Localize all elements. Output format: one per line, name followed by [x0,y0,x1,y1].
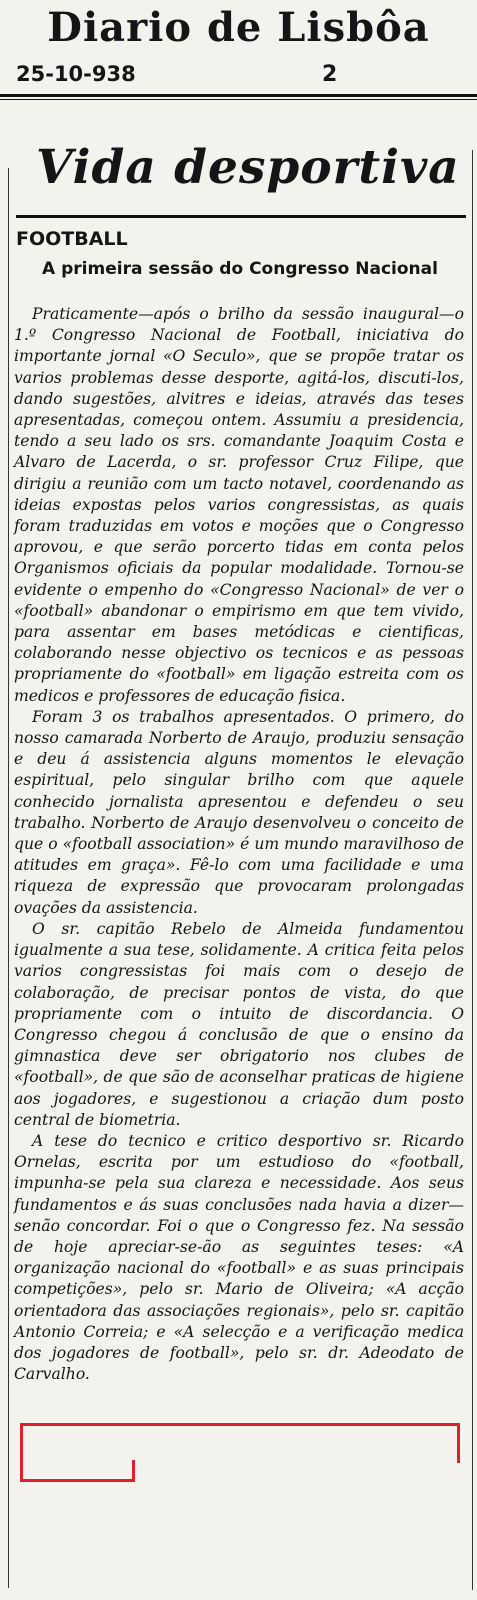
masthead-rule [0,94,477,97]
masthead-rule-thin [0,99,477,100]
section-title-rule [16,215,466,218]
article-paragraph: Foram 3 os trabalhos apresentados. O primero, do nosso camarada Norberto de Araujo, produziu sensação e deu á assistencia alguns momentos le elevação espiritual, pelo singular brilho com que aquele conhecido jornalista apresentou e defendeu o seu trabalho. Norberto de Araujo desenvolveu o conceito de que o «football association» é um mundo maravilhoso de atitudes em graça». Fê-lo com uma facilidade e uma riqueza de expressão que provocaram prolongadas ovações da assistencia. [14,707,464,917]
newspaper-masthead: Diario de Lisbôa [47,4,430,51]
column-left-rule [8,168,9,1588]
page-number: 2 [322,62,338,87]
article-paragraph: Praticamente—após o brilho da sessão inaugural—o 1.º Congresso Nacional de Football, iniciativa do importante jornal «O Seculo», que se propõe tratar os varios problemas desse desporte, agitá-los, discuti-los, dando sugestões, alvitres e ideias, através das teses apresentadas, começou ontem. Assumiu a presidencia, tendo a seu lado os srs. comandante Joaquim Costa e Alvaro de Lacerda, o sr. professor Cruz Filipe, que dirigiu a reunião com um tacto notavel, coordenando as ideias expostas pelos varios congressistas, as quais foram traduzidas em votos e moções que o Congresso aprovou, e que serão porcerto tidas em conta pelos Organismos oficiais da popular modalidade. Tornou-se evidente o empenho do «Congresso Nacional» de ver o «football» abandonar o empirismo em que tem vivido, para assentar em bases metódicas e cientificas, colaborando nesse objectivo os tecnicos e as pessoas propriamente do «football» em ligação estreita com os medicos e professores de educação fisica. [14,305,464,705]
highlight-box [20,1423,460,1463]
section-title: Vida desportiva [36,140,460,195]
article-paragraph: O sr. capitão Rebelo de Almeida fundamentou igualmente a sua tese, solidamente. A critica feita pelos varios congressistas foi mais com o desejo de colaboração, de precisar pontos de vista, do que propriamente com o intuito de discordancia. O Congresso chegou á conclusão de que o ensino da gimnastica deve ser obrigatorio nos clubes de «football», de que são de aconselhar praticas de higiene aos jogadores, e sugestionou a criação dum posto central de biometria. [14,919,464,1129]
article-paragraph: A tese do tecnico e critico desportivo sr. Ricardo Ornelas, escrita por um estudioso do «football, impunha-se pela sua clareza e necessidade. Aos seus fundamentos e ás suas conclusões nada havia a dizer—senão concordar. Foi o que o Congresso fez. Na sessão de hoje apreciar-se-ão as seguintes teses: «A organização nacional do «football» e as suas principais competições», pelo sr. Mario de Oliveira; «A acção orientadora das associações regionais», pelo sr. capitão Antonio Correia; e «A selecção e a verificação medica dos jogadores de football», pelo sr. dr. Adeodato de Carvalho. [14,1131,464,1384]
article-headline: A primeira sessão do Congresso Nacional [42,259,438,279]
column-right-rule [472,150,473,1590]
issue-date: 25-10-938 [16,62,136,86]
article-body [14,304,464,1385]
article-kicker: FOOTBALL [16,228,128,250]
highlight-box-tail [20,1460,135,1482]
